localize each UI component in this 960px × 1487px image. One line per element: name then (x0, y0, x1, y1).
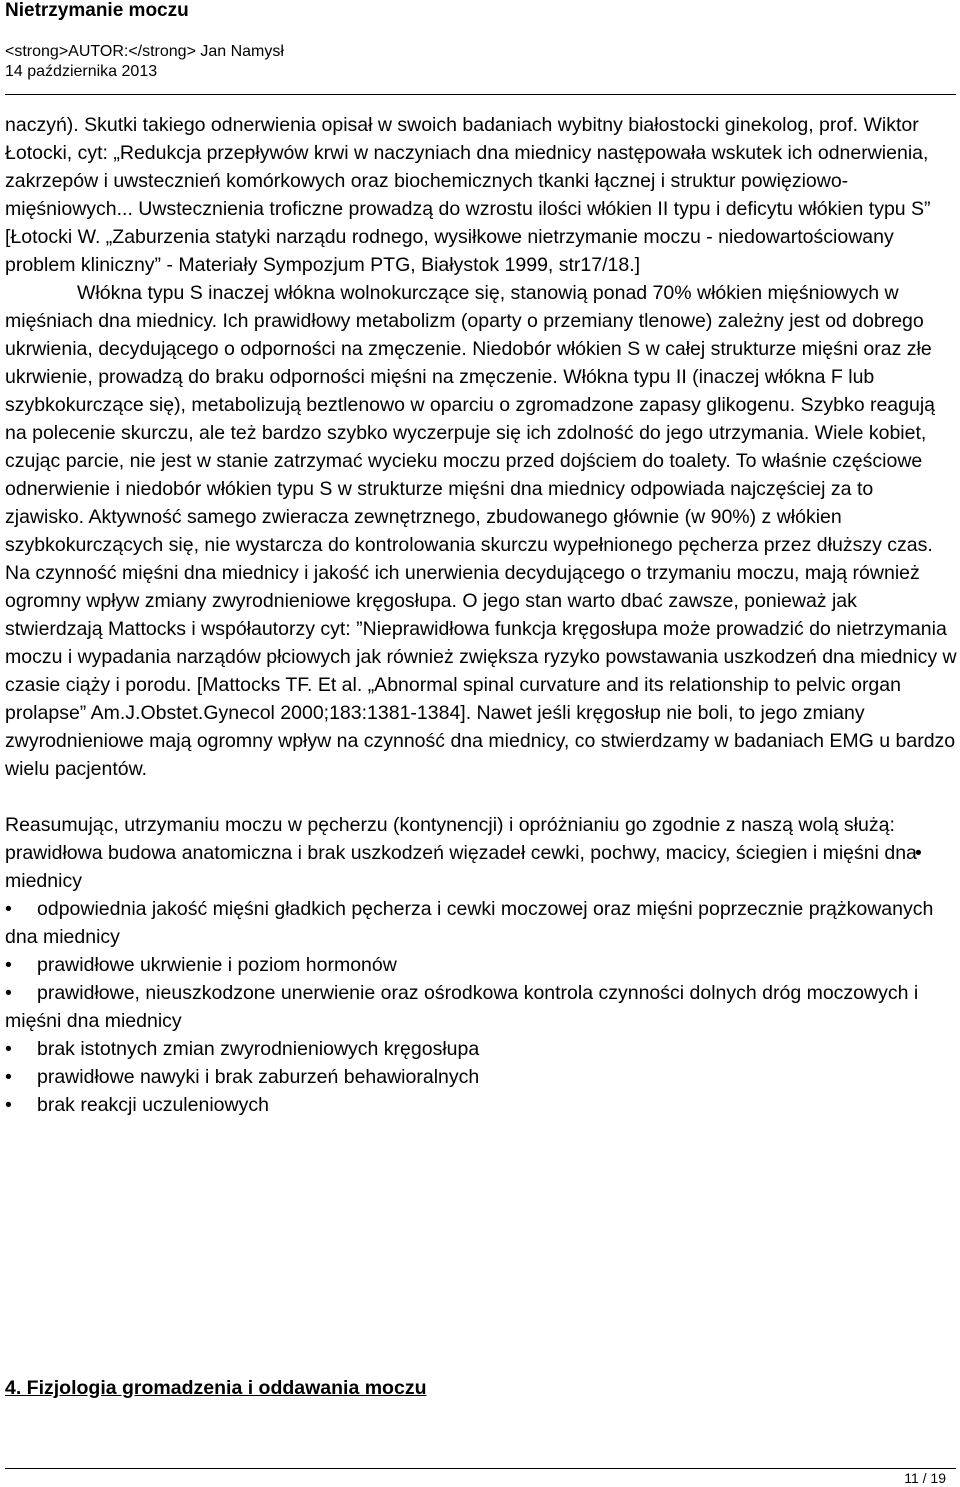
list-item (5, 1063, 957, 1091)
bullet-glyph: • (915, 842, 922, 864)
list-item (5, 1035, 957, 1063)
author-line: <strong>AUTOR:</strong> Jan Namysł (5, 43, 284, 60)
footer-divider (5, 1468, 956, 1469)
bullet-glyph: • (5, 954, 12, 976)
summary-list (5, 895, 957, 1119)
bullet-glyph: • (5, 1038, 12, 1060)
bullet-glyph: • (5, 1066, 12, 1088)
bullet-glyph: • (5, 982, 12, 1004)
list-item (5, 1091, 957, 1119)
list-item (5, 951, 957, 979)
summary-intro-text: Reasumując, utrzymaniu moczu w pęcherzu (kontynencji) i opróżnianiu go zgodnie z naszą wolą służą: (5, 814, 895, 836)
list-item (5, 895, 957, 951)
header-divider (5, 94, 956, 95)
publish-date: 14 października 2013 (5, 63, 158, 80)
list-item-text: brak istotnych zmian zwyrodnieniowych kręgosłupa (37, 1038, 480, 1060)
paragraph-gap (5, 783, 957, 811)
summary-intro (5, 811, 957, 864)
list-item-text: prawidłowe nawyki i brak zaburzeń behawioralnych (37, 1066, 480, 1088)
summary-first-item: prawidłowa budowa anatomiczna i brak uszkodzeń więzadeł cewki, pochwy, macicy, ściegien i mięśni dna miednicy (5, 842, 917, 892)
article-body (5, 111, 957, 1119)
list-item-text: brak reakcji uczuleniowych (37, 1094, 269, 1116)
document-title: Nietrzymanie moczu (5, 0, 189, 21)
bullet-glyph: • (5, 1094, 12, 1116)
paragraph-1: naczyń). Skutki takiego odnerwienia opisał w swoich badaniach wybitny białostocki ginekolog, prof. Wiktor Łotocki, cyt: „Redukcja przepływów krwi w naczyniach dna miednicy następowała wskutek ich odnerwienia, zakrzepów i uwstecznień komórkowych oraz biochemicznych tkanki łącznej i struktur powięziowo-mięśniowych... Uwstecznienia troficzne prowadzą do wzrostu ilości włókien II typu i deficytu włókien typu S” [Łotocki W. „Zaburzenia statyki narządu rodnego, wysiłkowe nietrzymanie moczu - niedowartościowany problem kliniczny” - Materiały Sympozjum PTG, Białystok 1999, str17/18.] (5, 114, 931, 276)
bullet-glyph: • (5, 898, 12, 920)
paragraph-2: Włókna typu S inaczej włókna wolnokurczące się, stanowią ponad 70% włókien mięśniowych w mięśniach dna miednicy. Ich prawidłowy metabolizm (oparty o przemiany tlenowe) zależny jest od dobrego ukrwienia, decydującego o odporności na zmęczenie. Niedobór włókien S w całej strukturze mięśni oraz złe ukrwienie, prowadzą do braku odporności mięśni na zmęczenie. Włókna typu II (inaczej włókna F lub szybkokurczące się), metabolizują beztlenowo w oparciu o zgromadzone zapasy glikogenu. Szybko reagują na polecenie skurczu, ale też bardzo szybko wyczerpuje się ich zdolność do jego utrzymania. Wiele kobiet, czując parcie, nie jest w stanie zatrzymać wycieku moczu przed dojściem do toalety. To właśnie częściowe odnerwienie i niedobór włókien typu S w strukturze mięśni dna miednicy odpowiada najczęściej za to zjawisko. Aktywność samego zwieracza zewnętrznego, zbudowanego głównie (w 90%) z włókien szybkokurczących się, nie wystarcza do kontrolowania skurczu wypełnionego pęcherza przez dłuższy czas. Na czynność mięśni dna miednicy i jakość ich unerwienia decydującego o trzymaniu moczu, mają również ogromny wpływ zmiany zwyrodnieniowe kręgosłupa. O jego stan warto dbać zawsze, ponieważ jak stwierdzają Mattocks i współautorzy cyt: ”Nieprawidłowa funkcja kręgosłupa może prowadzić do nietrzymania moczu i wypadania narządów płciowych jak również zwiększa ryzyko powstawania uszkodzeń dna miednicy w czasie ciąży i porodu. [Mattocks TF. Et al. „Abnormal spinal curvature and its relationship to pelvic organ prolapse” Am.J.Obstet.Gynecol 2000;183:1381-1384]. Nawet jeśli kręgosłup nie boli, to jego zmiany zwyrodnieniowe mają ogromny wpływ na czynność dna miednicy, co stwierdzamy w badaniach EMG u bardzo wielu pacjentów. (5, 282, 957, 780)
list-item (5, 979, 957, 1035)
list-item-text: prawidłowe ukrwienie i poziom hormonów (37, 954, 397, 976)
list-item-text: odpowiednia jakość mięśni gładkich pęcherza i cewki moczowej oraz mięśni poprzecznie prążkowanych dna miednicy (5, 898, 934, 948)
section-heading: 4. Fizjologia gromadzenia i oddawania moczu (5, 1377, 427, 1399)
page-number: 11 / 19 (904, 1470, 946, 1486)
page-header (5, 0, 957, 82)
list-item-text: prawidłowe, nieuszkodzone unerwienie oraz ośrodkowa kontrola czynności dolnych dróg moczowych i mięśni dna miednicy (5, 982, 919, 1032)
